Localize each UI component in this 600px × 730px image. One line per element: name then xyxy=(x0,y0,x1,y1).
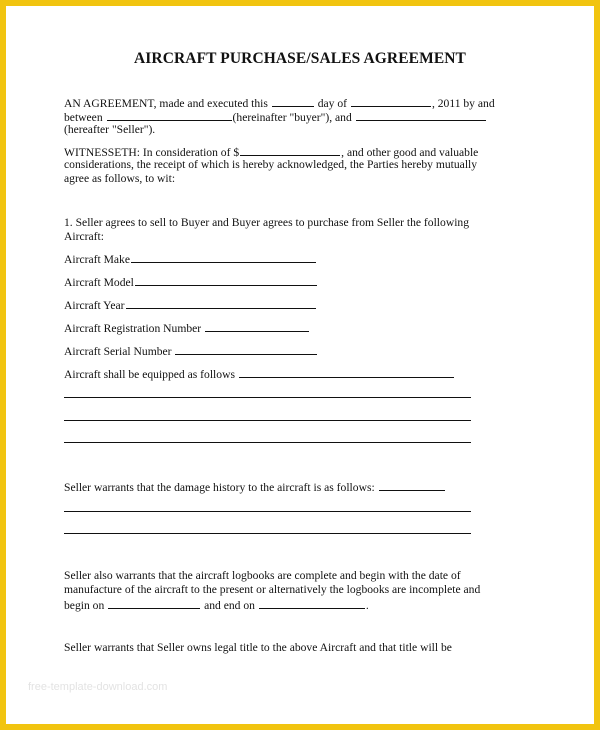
aircraft-model-field: Aircraft Model xyxy=(64,274,318,289)
document-title: AIRCRAFT PURCHASE/SALES AGREEMENT xyxy=(133,50,467,67)
logbooks-line-1: Seller also warrants that the aircraft logbooks are complete and begin with the date of xyxy=(64,569,461,582)
logbooks-line-3: begin on and end on . xyxy=(64,599,369,612)
day-blank[interactable] xyxy=(272,95,314,107)
agreement-line-2: between (hereinafter "buyer"), and xyxy=(64,109,487,124)
title-clause-line: Seller warrants that Seller owns legal title to the above Aircraft and that title will be xyxy=(64,641,452,654)
aircraft-registration-blank[interactable] xyxy=(205,320,309,332)
witnesseth-line-1: WITNESSETH: In consideration of $ , and other good and valuable xyxy=(64,146,479,159)
aircraft-model-blank[interactable] xyxy=(135,274,317,286)
aircraft-serial-blank[interactable] xyxy=(175,343,317,355)
equipment-line-2[interactable] xyxy=(64,420,471,421)
agreement-line-1: AN AGREEMENT, made and executed this day of , 2011 by and xyxy=(64,97,495,110)
damage-history-blank[interactable] xyxy=(379,479,445,491)
clause-1-line-1: 1. Seller agrees to sell to Buyer and Buyer agrees to purchase from Seller the following xyxy=(64,216,470,229)
watermark-text: free-template-download.com xyxy=(28,681,168,693)
aircraft-year-field: Aircraft Year xyxy=(64,297,317,312)
damage-history-field: Seller warrants that the damage history to the aircraft is as follows: xyxy=(64,479,446,494)
witnesseth-line-3: agree as follows, to wit: xyxy=(64,172,176,185)
aircraft-serial-field: Aircraft Serial Number xyxy=(64,343,318,358)
witnesseth-line-2: considerations, the receipt of which is hereby acknowledged, the Parties hereby mutually xyxy=(64,158,478,171)
damage-line-2[interactable] xyxy=(64,533,471,534)
document-page xyxy=(6,6,594,724)
damage-line-1[interactable] xyxy=(64,511,471,512)
aircraft-registration-field: Aircraft Registration Number xyxy=(64,320,310,335)
aircraft-make-blank[interactable] xyxy=(131,251,316,263)
logbook-end-blank[interactable] xyxy=(259,597,365,609)
buyer-blank[interactable] xyxy=(107,109,232,121)
seller-blank[interactable] xyxy=(356,109,486,121)
logbooks-line-2: manufacture of the aircraft to the present or alternatively the logbooks are incomplete and xyxy=(64,583,481,596)
aircraft-equipment-field: Aircraft shall be equipped as follows xyxy=(64,366,455,381)
aircraft-equipment-blank[interactable] xyxy=(239,366,454,378)
equipment-line-3[interactable] xyxy=(64,442,471,443)
agreement-line-3: (hereafter "Seller"). xyxy=(64,123,156,136)
clause-1-line-2: Aircraft: xyxy=(64,230,104,243)
logbook-begin-blank[interactable] xyxy=(108,597,200,609)
aircraft-make-field: Aircraft Make xyxy=(64,251,317,266)
consideration-amount-blank[interactable] xyxy=(240,144,340,156)
month-blank[interactable] xyxy=(351,95,431,107)
aircraft-year-blank[interactable] xyxy=(126,297,316,309)
equipment-line-1[interactable] xyxy=(64,397,471,398)
